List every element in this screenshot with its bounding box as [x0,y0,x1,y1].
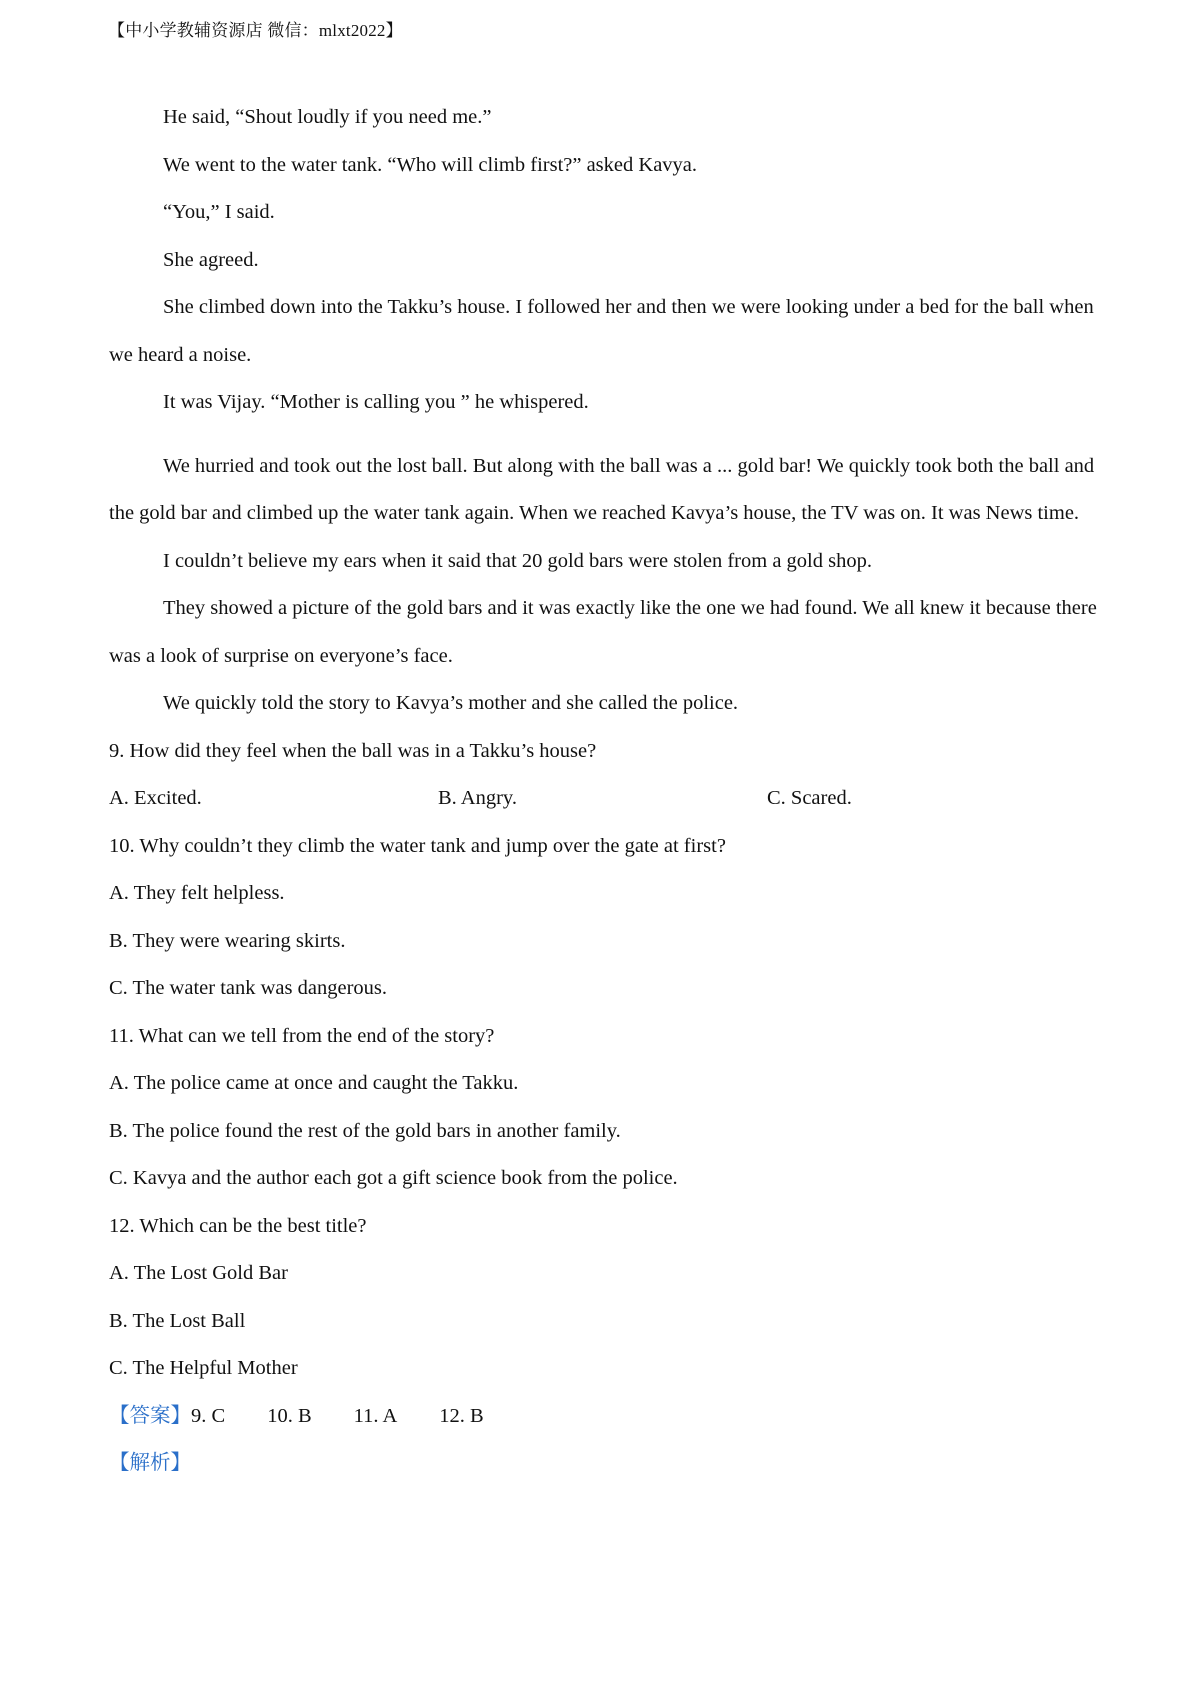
answer-label: 【答案】 [109,1404,191,1427]
option-c: C. Scared. [767,787,852,809]
option-c: C. The water tank was dangerous. [109,977,388,999]
passage-paragraph: We hurried and took out the lost ball. But along with the ball was a ... gold bar! We quickly took both the ball and the gold bar and climbed up the water tank again. When we reached Kavya’s house, the TV was on. It was News time. [109,454,1095,524]
question-9-stem: 9. How did they feel when the ball was in a Takku’s house? [109,739,597,762]
option-b: B. They were wearing skirts. [109,929,346,952]
answer-line [109,1393,1114,1441]
question-10-stem: 10. Why couldn’t they climb the water tank and jump over the gate at first? [109,834,726,857]
question-9-options [109,775,1114,823]
passage-paragraph: We went to the water tank. “Who will climb first?” asked Kavya. [163,153,698,176]
option-b: B. Angry. [438,787,517,809]
passage-paragraph: It was Vijay. “Mother is calling you ” he whispered. [163,391,589,413]
passage-paragraph: She climbed down into the Takku’s house. I followed her and then we were looking under a bed for the ball when we heard a noise. [109,296,1094,366]
option-a: A. Excited. [109,787,202,809]
answer-item: 10. B [267,1404,312,1427]
option-a: A. The police came at once and caught the Takku. [109,1072,519,1094]
analysis-label: 【解析】 [109,1452,191,1474]
option-b: B. The Lost Ball [109,1309,246,1332]
option-b: B. The police found the rest of the gold bars in another family. [109,1119,621,1142]
option-a: A. They felt helpless. [109,882,285,904]
passage-paragraph: She agreed. [163,248,259,271]
document-content [109,94,1114,1488]
passage-paragraph: He said, “Shout loudly if you need me.” [163,106,492,128]
question-12-stem: 12. Which can be the best title? [109,1214,367,1237]
option-a: A. The Lost Gold Bar [109,1262,288,1284]
question-11-stem: 11. What can we tell from the end of the story? [109,1024,495,1047]
passage-paragraph: They showed a picture of the gold bars and it was exactly like the one we had found. We all knew it because there was a look of surprise on everyone’s face. [109,597,1097,667]
passage-paragraph: We quickly told the story to Kavya’s mother and she called the police. [163,692,739,714]
option-c: C. Kavya and the author each got a gift science book from the police. [109,1167,678,1189]
passage-paragraph: “You,” I said. [163,201,275,223]
passage-paragraph: I couldn’t believe my ears when it said that 20 gold bars were stolen from a gold shop. [163,549,872,572]
option-c: C. The Helpful Mother [109,1357,298,1379]
answer-item: 9. C [191,1404,226,1427]
page-header: 【中小学教辅资源店 微信：mlxt2022】 [108,21,403,40]
answer-item: 12. B [439,1404,484,1427]
answer-item: 11. A [353,1404,398,1427]
